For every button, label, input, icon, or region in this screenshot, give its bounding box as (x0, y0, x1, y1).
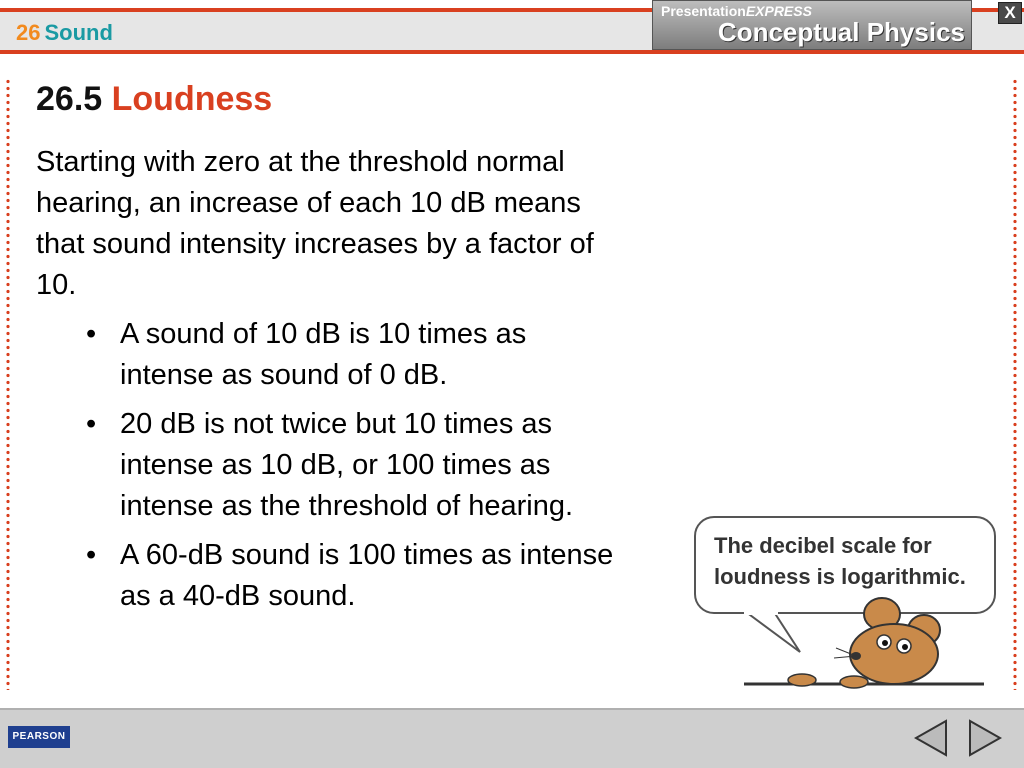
next-arrow-icon[interactable] (966, 718, 1004, 758)
bullet-marker: • (86, 539, 97, 571)
brand-logo (652, 0, 972, 50)
section-title: Loudness (111, 80, 273, 118)
close-button[interactable]: X (998, 2, 1022, 24)
bullet-item (86, 314, 616, 396)
slide-title (36, 80, 272, 119)
chapter-label (16, 20, 113, 46)
bullet-text: 20 dB is not twice but 10 times as intense as 10 dB, or 100 times as intense as the threshold of hearing. (120, 408, 574, 522)
chapter-name: Sound (44, 20, 113, 45)
brand-suffix: EXPRESS (745, 3, 812, 19)
mouse-mascot-icon (744, 596, 984, 696)
footer-bar (0, 708, 1024, 768)
bullet-marker: • (86, 408, 97, 440)
bullet-marker: • (86, 318, 97, 350)
right-dotted-border (1013, 78, 1017, 690)
header-bottom-rule (0, 50, 1024, 54)
chapter-number: 26 (16, 20, 41, 45)
left-dotted-border (6, 78, 10, 690)
bullet-item (86, 404, 616, 527)
prev-arrow-icon[interactable] (912, 718, 950, 758)
bullet-text: A 60-dB sound is 100 times as intense as a 40-dB sound. (120, 539, 614, 612)
section-number: 26.5 (36, 80, 103, 118)
brand-title: Conceptual Physics (717, 17, 965, 47)
bullet-item (86, 535, 616, 617)
brand-prefix: Presentation (661, 3, 746, 19)
intro-paragraph: Starting with zero at the threshold normal hearing, an increase of each 10 dB means that sound intensity increases by a factor of 10. (36, 146, 594, 301)
bullet-list (86, 314, 616, 625)
pearson-logo: PEARSON (8, 726, 70, 748)
bullet-text: A sound of 10 dB is 10 times as intense as sound of 0 dB. (120, 318, 527, 391)
speech-bubble-text: The decibel scale for loudness is logarithmic. (714, 533, 966, 589)
